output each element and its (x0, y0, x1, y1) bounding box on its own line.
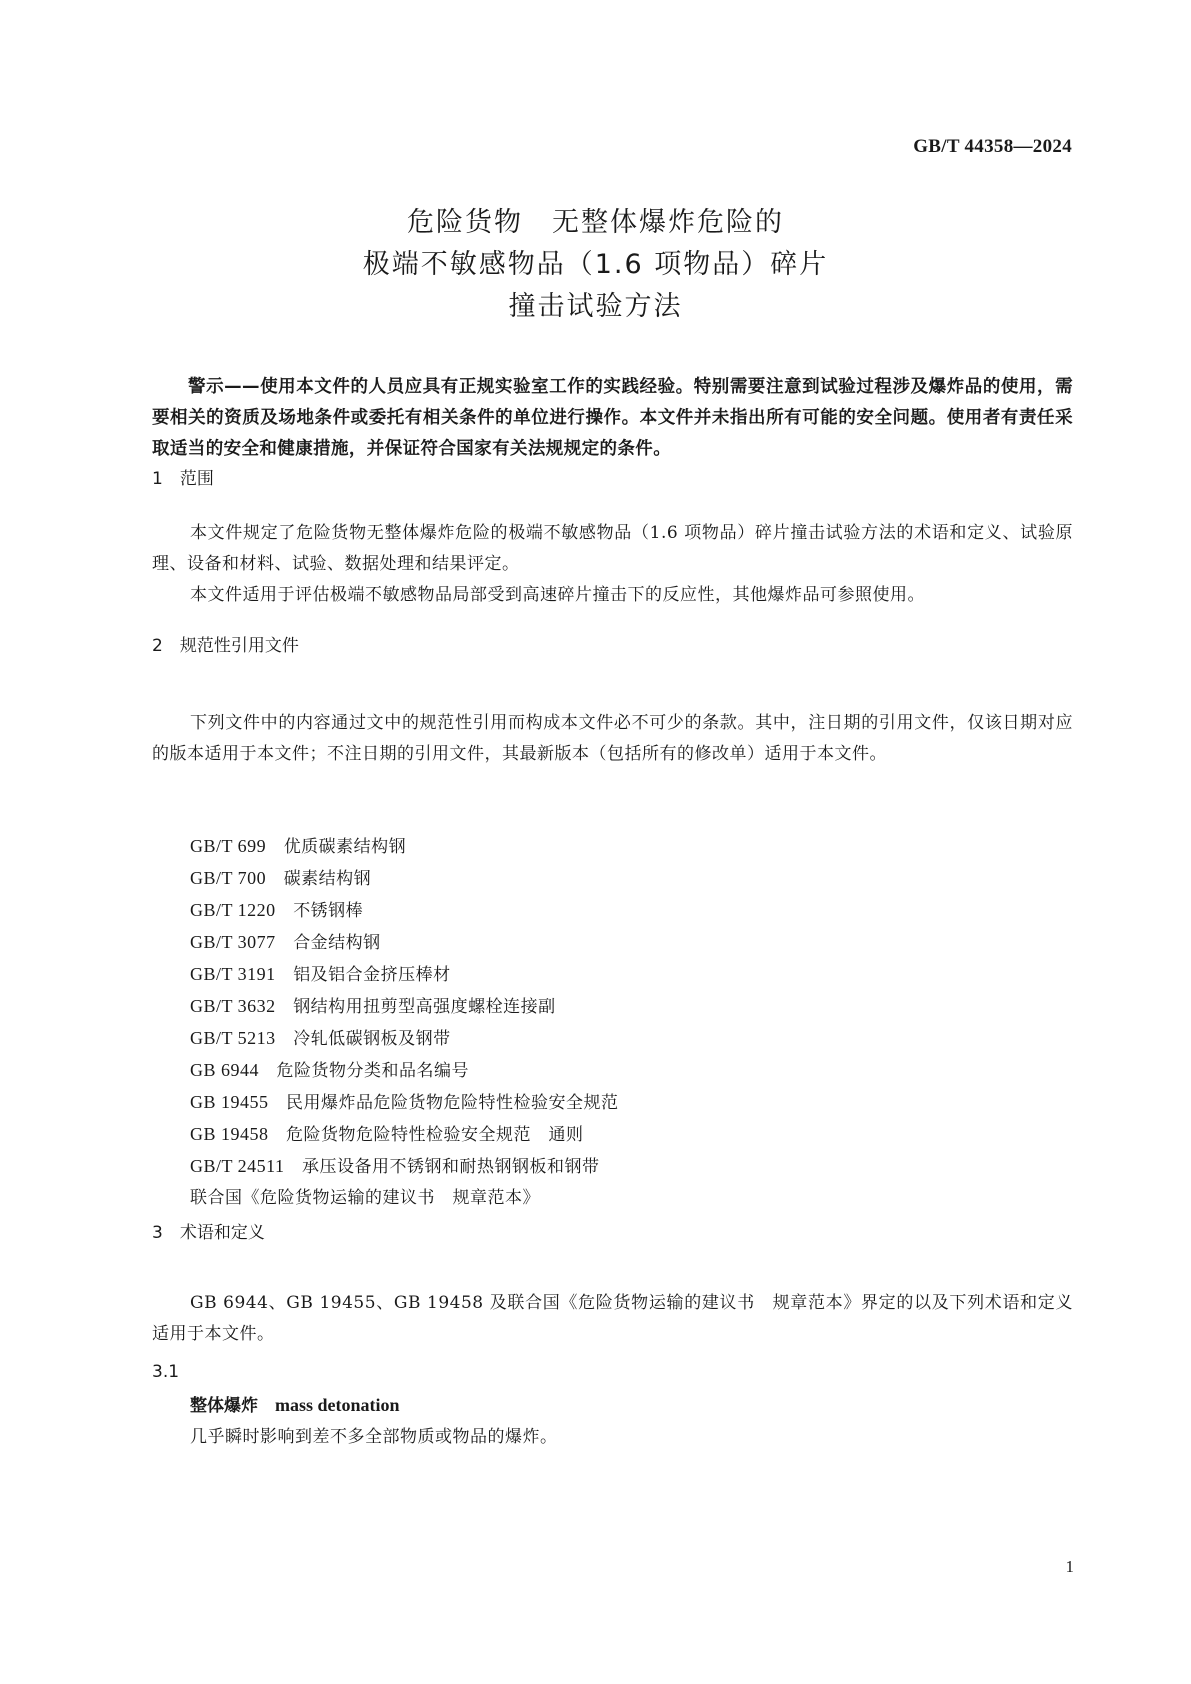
reference-item (190, 1055, 619, 1087)
reference-code: GB/T 3632 (190, 996, 276, 1016)
reference-title: 危险货物分类和品名编号 (276, 1061, 470, 1081)
reference-title: 钢结构用扭剪型高强度螺栓连接副 (293, 997, 556, 1017)
reference-title: 优质碳素结构钢 (283, 837, 407, 857)
warning-paragraph: 警示——使用本文件的人员应具有正规实验室工作的实践经验。特别需要注意到试验过程涉及爆炸品的使用，需要相关的资质及场地条件或委托有相关条件的单位进行操作。本文件并未指出所有可能的安全问题。使用者有责任采取适当的安全和健康措施，并保证符合国家有关法规规定的条件。 (152, 377, 1073, 459)
document-title (0, 202, 1191, 328)
title-line-1: 危险货物 无整体爆炸危险的 (407, 207, 784, 238)
reference-item (190, 991, 619, 1023)
reference-item (190, 927, 619, 959)
reference-item (190, 831, 619, 863)
reference-title: 民用爆炸品危险货物危险特性检验安全规范 (286, 1093, 619, 1113)
reference-title: 碳素结构钢 (283, 869, 372, 889)
reference-title: 合金结构钢 (293, 933, 381, 953)
reference-title: 承压设备用不锈钢和耐热钢钢板和钢带 (302, 1157, 600, 1177)
reference-code: GB/T 1220 (190, 900, 276, 920)
reference-title: 铝及铝合金挤压棒材 (293, 965, 451, 985)
section-3-heading: 3 术语和定义 (152, 1223, 265, 1243)
reference-item (190, 1119, 619, 1151)
reference-code: GB 19455 (190, 1092, 269, 1112)
scope-paragraph-2: 本文件适用于评估极端不敏感物品局部受到高速碎片撞击下的反应性，其他爆炸品可参照使用。 (190, 585, 925, 605)
title-line-3: 撞击试验方法 (508, 291, 683, 322)
term-name-en: mass detonation (275, 1395, 400, 1415)
reference-item (190, 1151, 619, 1183)
reference-code: GB/T 3077 (190, 932, 276, 952)
reference-code: GB/T 700 (190, 868, 267, 888)
section-1-heading: 1 范围 (152, 469, 214, 489)
reference-code: GB 19458 (190, 1124, 269, 1144)
standard-code: GB/T 44358—2024 (913, 136, 1072, 157)
reference-item (190, 1087, 619, 1119)
reference-title: 冷轧低碳钢板及钢带 (293, 1029, 451, 1049)
reference-title: 危险货物危险特性检验安全规范 通则 (286, 1125, 584, 1145)
reference-item (190, 959, 619, 991)
reference-item (190, 895, 619, 927)
scope-paragraph-1: 本文件规定了危险货物无整体爆炸危险的极端不敏感物品（1.6 项物品）碎片撞击试验方法的术语和定义、试验原理、设备和材料、试验、数据处理和结果评定。 (152, 523, 1073, 574)
reference-code: GB/T 3191 (190, 964, 276, 984)
reference-code: GB 6944 (190, 1060, 260, 1080)
reference-title: 不锈钢棒 (293, 901, 364, 921)
reference-item-un: 联合国《危险货物运输的建议书 规章范本》 (190, 1188, 540, 1208)
reference-code: GB/T 699 (190, 836, 267, 856)
reference-list (190, 831, 619, 1214)
terms-definitions-intro: GB 6944、GB 19455、GB 19458 及联合国《危险货物运输的建议书 规章范本》界定的以及下列术语和定义适用于本文件。 (152, 1293, 1073, 1344)
reference-code: GB/T 24511 (190, 1156, 285, 1176)
reference-item (190, 1023, 619, 1055)
title-line-2: 极端不敏感物品（1.6 项物品）碎片 (362, 249, 829, 280)
term-definition: 几乎瞬时影响到差不多全部物质或物品的爆炸。 (190, 1427, 558, 1447)
reference-item (190, 863, 619, 895)
term-name-cn: 整体爆炸 (190, 1396, 258, 1416)
term-number: 3.1 (152, 1362, 180, 1382)
normative-references-intro: 下列文件中的内容通过文中的规范性引用而构成本文件必不可少的条款。其中，注日期的引用文件，仅该日期对应的版本适用于本文件；不注日期的引用文件，其最新版本（包括所有的修改单）适用于本文件。 (152, 713, 1073, 764)
reference-code: GB/T 5213 (190, 1028, 276, 1048)
term-entry (190, 1390, 400, 1422)
page-number: 1 (1065, 1557, 1074, 1576)
section-2-heading: 2 规范性引用文件 (152, 636, 299, 656)
